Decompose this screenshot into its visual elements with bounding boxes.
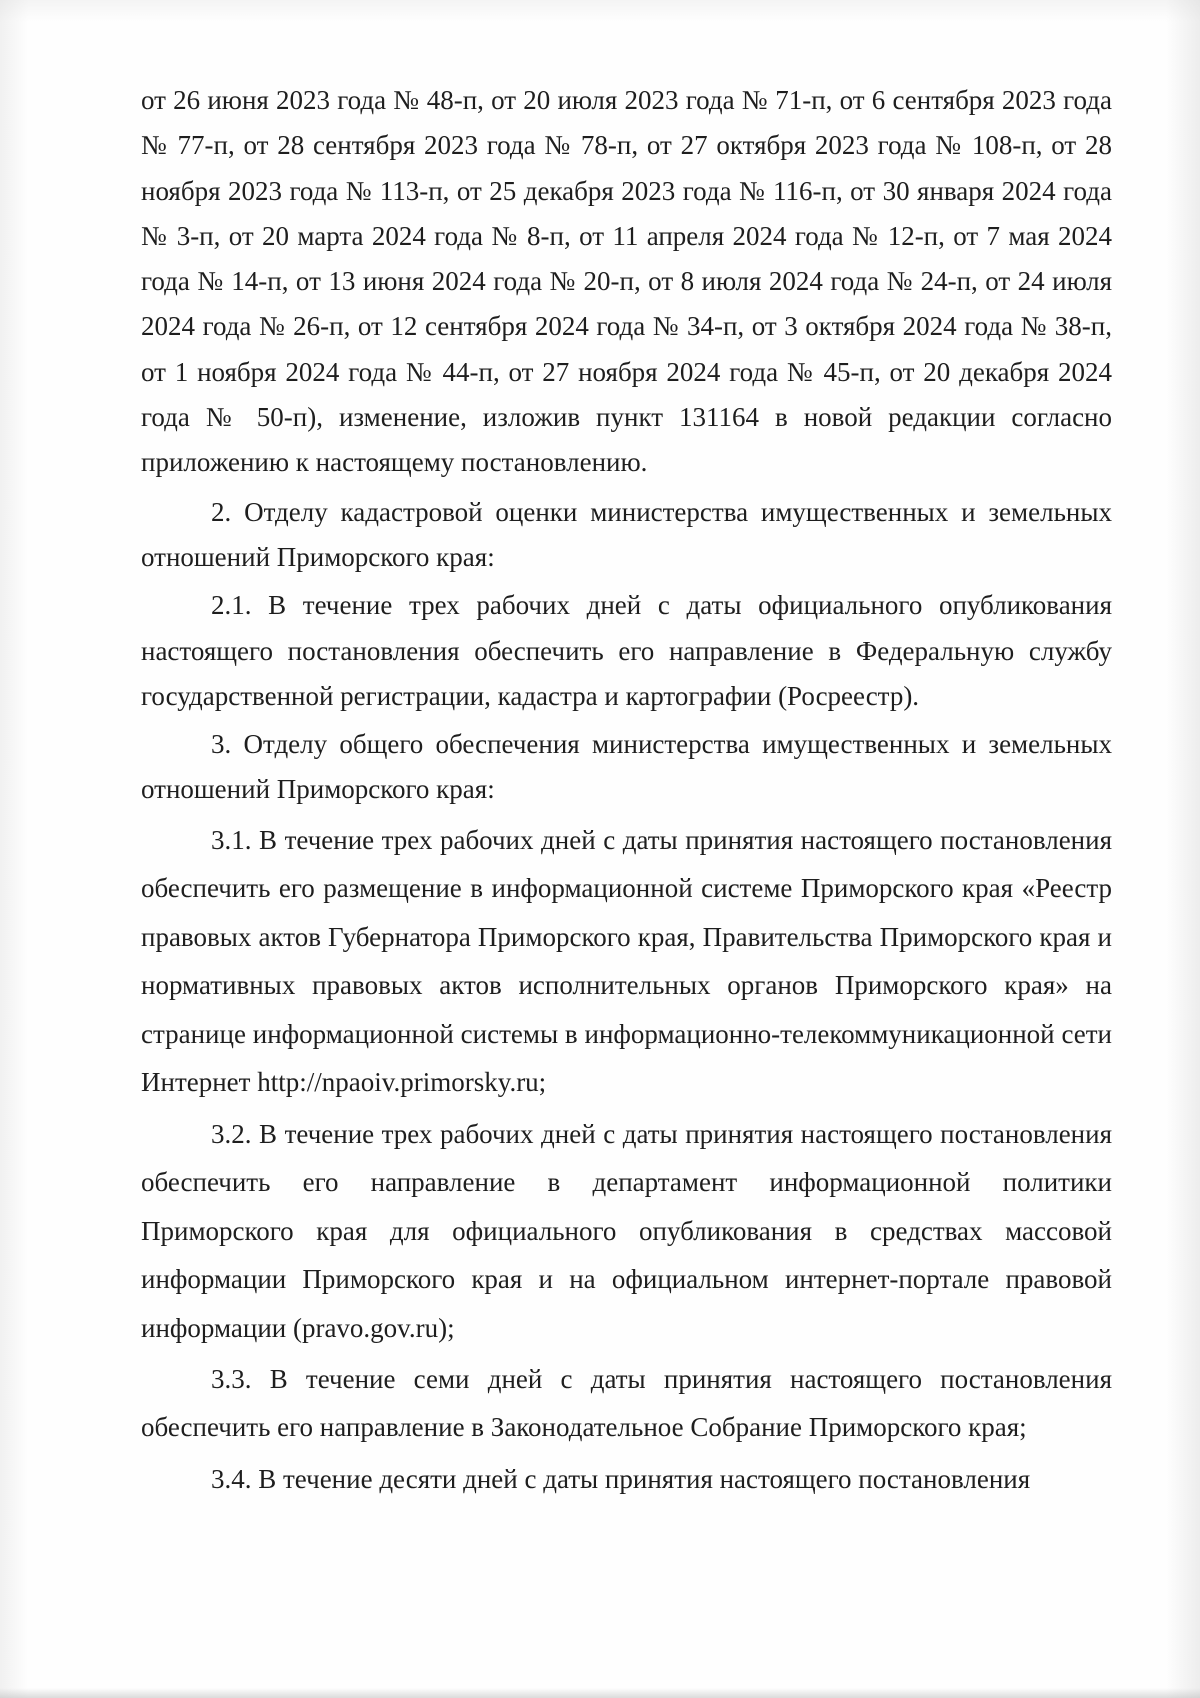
paragraph-3: 3. Отделу общего обеспечения министерства имущественных и земельных отношений Приморского края:	[141, 729, 1112, 805]
scan-shadow-top	[0, 0, 1200, 22]
scan-shadow-left	[0, 0, 28, 1698]
scan-shadow-bottom	[0, 1688, 1200, 1698]
paragraph-amendment-list: от 26 июня 2023 года № 48-п, от 20 июля 2023 года № 71-п, от 6 сентября 2023 года № 77-п, от 28 сентября 2023 года № 78-п, от 27 октября 2023 года № 108-п, от 28 ноября 2023 года № 113-п, от 25 декабря 2023 года № 116-п, от 30 января 2024 года № 3-п, от 20 марта 2024 года № 8-п, от 11 апреля 2024 года № 12-п, от 7 мая 2024 года № 14-п, от 13 июня 2024 года № 20-п, от 8 июля 2024 года № 24-п, от 24 июля 2024 года № 26-п, от 12 сентября 2024 года № 34-п, от 3 октября 2024 года № 38-п, от 1 ноября 2024 года № 44-п, от 27 ноября 2024 года № 45-п, от 20 декабря 2024 года № 50-п), изменение, изложив пункт 131164 в новой редакции согласно приложению к настоящему постановлению.	[141, 85, 1112, 478]
paragraph-3-3: 3.3. В течение семи дней с даты принятия настоящего постановления обеспечить его направление в Законодательное Собрание Приморского края;	[141, 1364, 1112, 1443]
paragraph-3-4: 3.4. В течение десяти дней с даты принятия настоящего постановления	[211, 1463, 1031, 1494]
paragraph-3-1: 3.1. В течение трех рабочих дней с даты принятия настоящего постановления обеспечить его размещение в информационной системе Приморского края «Реестр правовых актов Губернатора Приморского края, Правительства Приморского края и нормативных правовых актов исполнительных органов Приморского края» на странице информационной системы в информационно-телекоммуникационной сети Интернет http://npaoiv.primorsky.ru;	[141, 824, 1112, 1098]
document-body	[141, 78, 1112, 1503]
scan-shadow-right	[1166, 0, 1200, 1698]
paragraph-2: 2. Отделу кадастровой оценки министерства имущественных и земельных отношений Приморского края:	[141, 496, 1112, 572]
paragraph-3-2: 3.2. В течение трех рабочих дней с даты принятия настоящего постановления обеспечить его направление в департамент информационной политики Приморского края для официального опубликования в средствах массовой информации Приморского края и на официальном интернет-портале правовой информации (pravo.gov.ru);	[141, 1118, 1112, 1343]
paragraph-2-1: 2.1. В течение трех рабочих дней с даты официального опубликования настоящего постановления обеспечить его направление в Федеральную службу государственной регистрации, кадастра и картографии (Росреестр).	[141, 590, 1112, 711]
